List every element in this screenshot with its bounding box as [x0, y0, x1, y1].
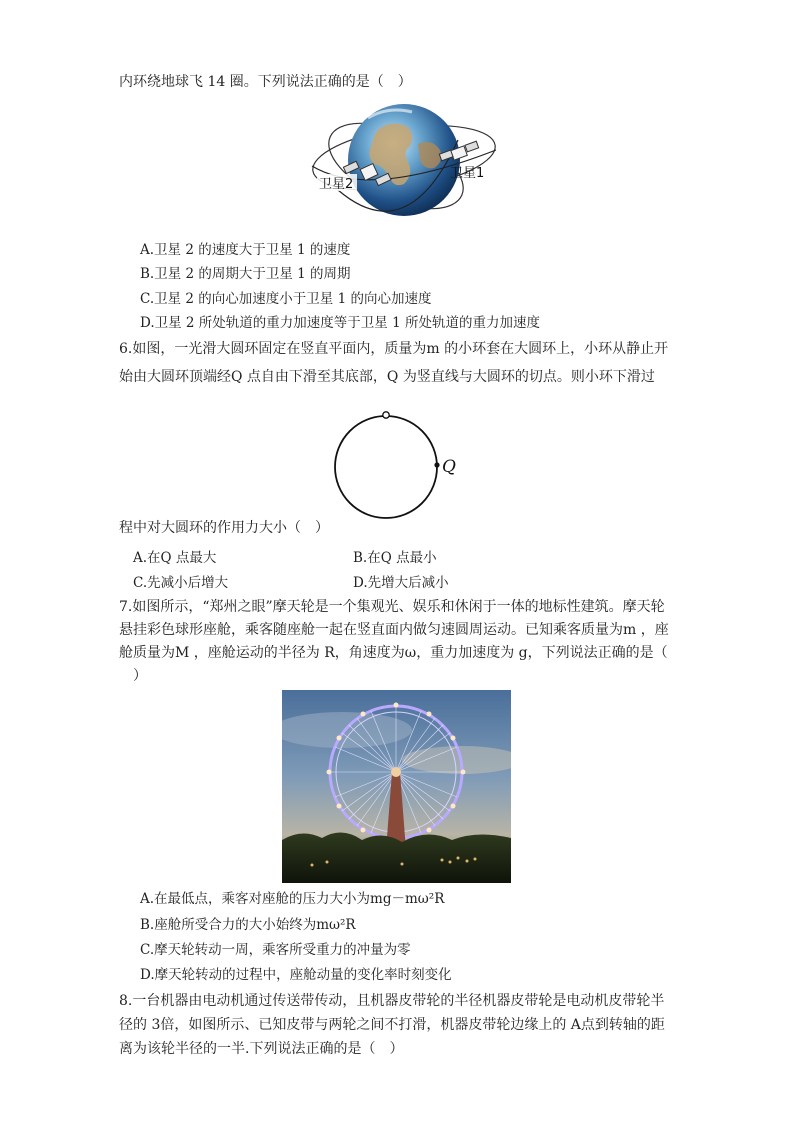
q5-option-d: D.卫星 2 所处轨道的重力加速度等于卫星 1 所处轨道的重力加速度: [140, 315, 540, 331]
q6-option-c: C.先减小后增大: [133, 575, 229, 591]
q8-stem-line-2: 径的 3倍，如图所示、已知皮带与两轮之间不打滑，机器皮带轮边缘上的 A点到转轴的距: [119, 1017, 665, 1033]
q8-stem-line-1: 8.一台机器由电动机通过传送带传动，且机器皮带轮的半径机器皮带轮是电动机皮带轮半: [119, 993, 665, 1009]
q7-stem-line-1: 7.如图所示，“郑州之眼”摩天轮是一个集观光、娱乐和休闲于一体的地标性建筑。摩天轮: [119, 599, 665, 615]
q7-option-a: A.在最低点，乘客对座舱的压力大小为mg－mω²R: [140, 891, 445, 907]
small-ring: [383, 412, 389, 418]
q7-option-b: B.座舱所受合力的大小始终为mω²R: [140, 917, 356, 933]
q5-option-c: C.卫星 2 的向心加速度小于卫星 1 的向心加速度: [140, 291, 432, 307]
ring-figure: [330, 406, 460, 522]
q6-stem-line-2: 始由大圆环顶端经Q 点自由下滑至其底部，Q 为竖直线与大圆环的切点。则小环下滑过: [119, 369, 655, 385]
satellite-2-label: 卫星2: [319, 177, 354, 192]
q6-stem-line-1: 6.如图，一光滑大圆环固定在竖直平面内，质量为m 的小环套在大圆环上，小环从静止开: [119, 341, 669, 357]
q7-option-c: C.摩天轮转动一周，乘客所受重力的冲量为零: [140, 942, 411, 958]
satellite-1-label: 卫星1: [450, 166, 485, 181]
q5-intro-tail: 内环绕地球飞 14 圈。下列说法正确的是（ ）: [119, 74, 412, 90]
q7-stem-line-4: ）: [133, 668, 147, 684]
point-q-dot: [434, 462, 439, 467]
ferris-wheel-photo: [282, 690, 511, 883]
q7-stem-line-2: 悬挂彩色球形座舱，乘客随座舱一起在竖直面内做匀速圆周运动。已知乘客质量为m ，座: [119, 622, 669, 638]
q7-option-d: D.摩天轮转动的过程中，座舱动量的变化率时刻变化: [140, 967, 452, 983]
q5-option-a: A.卫星 2 的速度大于卫星 1 的速度: [140, 242, 351, 258]
q6-stem-line-3: 程中对大圆环的作用力大小（ ）: [119, 520, 329, 536]
q5-option-b: B.卫星 2 的周期大于卫星 1 的周期: [140, 266, 351, 282]
q6-option-b: B.在Q 点最小: [353, 550, 437, 566]
q6-option-a: A.在Q 点最大: [133, 550, 217, 566]
point-q-label: Q: [442, 457, 456, 477]
q8-stem-line-3: 离为该轮半径的一半.下列说法正确的是（ ）: [119, 1041, 404, 1057]
q6-option-d: D.先增大后减小: [353, 575, 449, 591]
large-ring: [335, 416, 437, 518]
earth-satellite-figure: [308, 100, 500, 226]
q7-stem-line-3: 舱质量为M ，座舱运动的半径为 R，角速度为ω，重力加速度为 g，下列说法正确的是（: [119, 645, 668, 661]
